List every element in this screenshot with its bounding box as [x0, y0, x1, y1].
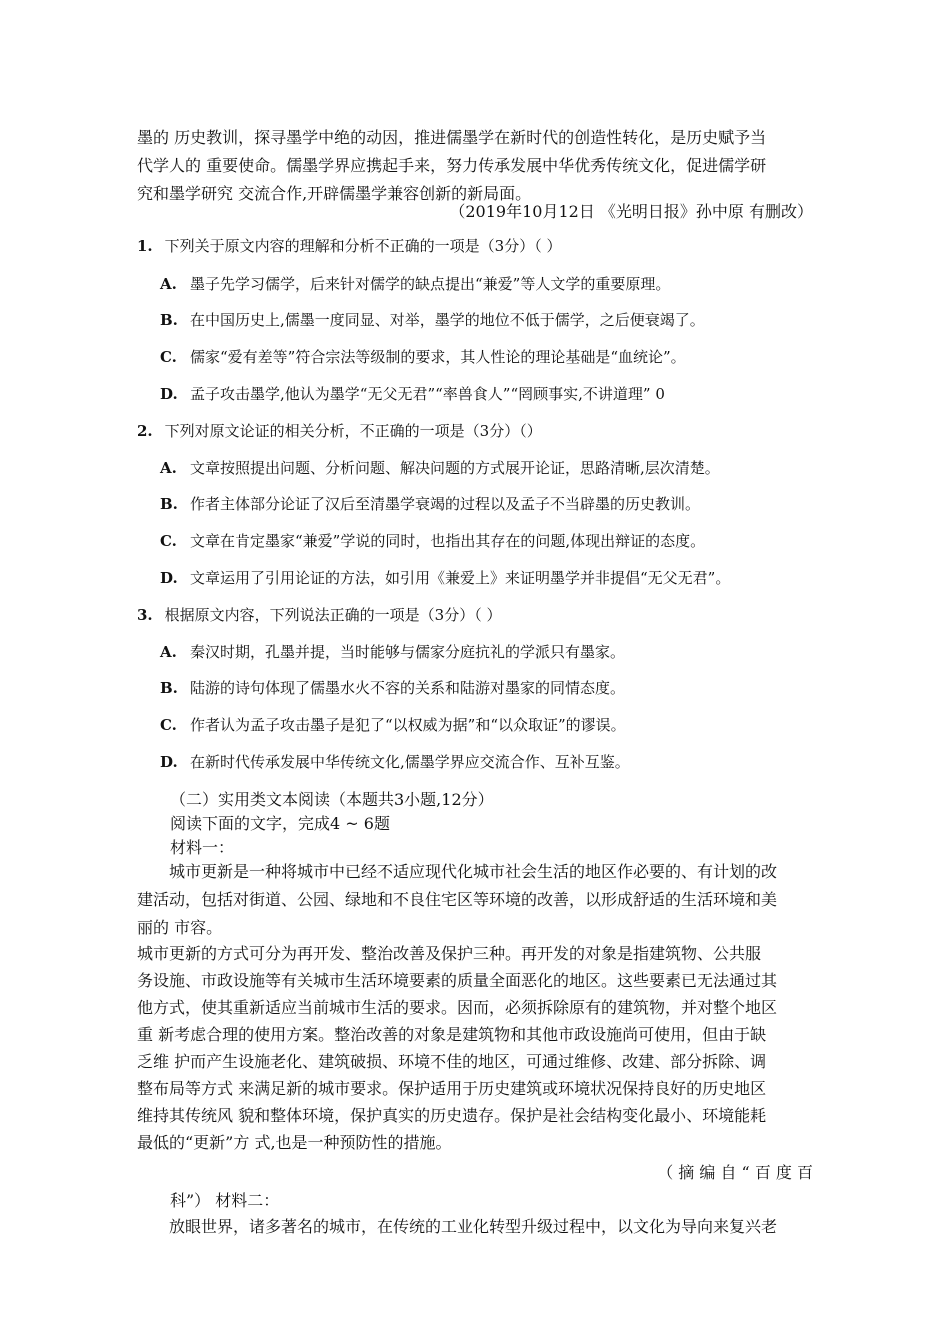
option-letter: D.	[160, 569, 178, 587]
material-1-source: （ 摘 编 自 “ 百 度 百	[657, 1163, 813, 1182]
option-text: 在新时代传承发展中华传统文化,儒墨学界应交流合作、互补互鉴。	[190, 753, 630, 771]
option-text: 儒家“爱有差等”符合宗法等级制的要求，其人性论的理论基础是“血统论”。	[190, 348, 686, 366]
question-1-option-d	[160, 382, 665, 406]
option-letter: D.	[160, 753, 178, 771]
option-text: 文章在肯定墨家“兼爱”学说的同时，也指出其存在的问题,体现出辩证的态度。	[190, 532, 706, 550]
question-3-option-c	[160, 713, 626, 737]
material-1-para-1-line-2: 建活动，包括对街道、公园、绿地和不良住宅区等环境的改善，以形成舒适的生活环境和美	[137, 890, 778, 909]
material-2-label: 科”） 材料二：	[170, 1191, 280, 1210]
question-number: 2.	[137, 422, 153, 440]
option-text: 文章运用了引用论证的方法，如引用《兼爱上》来证明墨学并非提倡“无父无君”。	[190, 569, 731, 587]
option-letter: D.	[160, 385, 178, 403]
option-text: 作者主体部分论证了汉后至清墨学衰竭的过程以及孟子不当辟墨的历史教训。	[190, 495, 701, 513]
material-1-para-2-line-1: 城市更新的方式可分为再开发、整治改善及保护三种。再开发的对象是指建筑物、公共服	[137, 944, 762, 963]
question-3-option-a	[160, 640, 625, 664]
material-1-para-2-line-5: 乏维 护而产生设施老化、建筑破损、环境不佳的地区，可通过维修、改建、部分拆除、调	[137, 1052, 767, 1071]
option-letter: A.	[160, 275, 177, 293]
option-letter: C.	[160, 532, 177, 550]
question-1-option-c	[160, 345, 686, 369]
option-text: 孟子攻击墨学,他认为墨学“无父无君”“率兽食人”“罔顾事实,不讲道理” 0	[190, 385, 665, 403]
material-1-para-1-line-3: 丽的 市容。	[137, 918, 223, 937]
material-1-para-2-line-6: 整布局等方式 来满足新的城市要求。保护适用于历史建筑或环境状况保持良好的历史地区	[137, 1079, 767, 1098]
question-3	[137, 603, 502, 627]
option-text: 作者认为孟子攻击墨子是犯了“以权威为据”和“以众取证”的谬误。	[190, 716, 626, 734]
question-1-option-a	[160, 272, 670, 296]
material-2-line-1: 放眼世界，诸多著名的城市，在传统的工业化转型升级过程中，以文化为导向来复兴老	[169, 1217, 778, 1236]
passage-end-line-2: 代学人的 重要使命。儒墨学界应携起手来，努力传承发展中华优秀传统文化，促进儒学研	[137, 156, 767, 175]
question-3-option-d	[160, 750, 630, 774]
material-1-para-2-line-3: 他方式，使其重新适应当前城市生活的要求。因而，必须拆除原有的建筑物，并对整个地区	[137, 998, 778, 1017]
material-1-para-2-line-2: 务设施、市政设施等有关城市生活环境要素的质量全面恶化的地区。这些要素已无法通过其	[137, 971, 778, 990]
passage-end-line-1: 墨的 历史教训，探寻墨学中绝的动因，推进儒墨学在新时代的创造性转化，是历史赋予当	[137, 128, 767, 147]
option-text: 墨子先学习儒学，后来针对儒学的缺点提出“兼爱”等人文学的重要原理。	[190, 275, 671, 293]
question-stem: 下列关于原文内容的理解和分析不正确的一项是（3分）（ ）	[164, 237, 562, 255]
question-2-option-a	[160, 456, 720, 480]
material-1-para-2-line-7: 维持其传统风 貌和整体环境，保护真实的历史遗存。保护是社会结构变化最小、环境能耗	[137, 1106, 767, 1125]
option-letter: B.	[160, 679, 178, 697]
question-2-option-b	[160, 492, 700, 516]
question-stem: 下列对原文论证的相关分析，不正确的一项是（3分）（）	[164, 422, 542, 440]
question-stem: 根据原文内容，下列说法正确的一项是（3分）（ ）	[164, 606, 502, 624]
material-1-para-1-line-1: 城市更新是一种将城市中已经不适应现代化城市社会生活的地区作必要的、有计划的改	[169, 862, 778, 881]
option-text: 秦汉时期，孔墨并提，当时能够与儒家分庭抗礼的学派只有墨家。	[190, 643, 626, 661]
option-letter: B.	[160, 311, 178, 329]
material-1-para-2-line-8: 最低的“更新”方 式,也是一种预防性的措施。	[137, 1133, 452, 1152]
option-text: 陆游的诗句体现了儒墨水火不容的关系和陆游对墨家的同情态度。	[190, 679, 626, 697]
material-1-label: 材料一：	[170, 838, 235, 857]
option-text: 文章按照提出问题、分析问题、解决问题的方式展开论证，思路清晰,层次清楚。	[190, 459, 720, 477]
question-1	[137, 234, 562, 258]
section-2-heading: （二）实用类文本阅读（本题共3小题,12分）	[170, 790, 494, 809]
option-letter: A.	[160, 459, 177, 477]
question-1-option-b	[160, 308, 705, 332]
passage-end-line-3: 究和墨学研究 交流合作,开辟儒墨学兼容创新的新局面。	[137, 184, 532, 203]
option-letter: A.	[160, 643, 177, 661]
option-letter: B.	[160, 495, 178, 513]
option-letter: C.	[160, 716, 177, 734]
question-2-option-d	[160, 566, 730, 590]
question-3-option-b	[160, 676, 625, 700]
option-text: 在中国历史上,儒墨一度同显、对举，墨学的地位不低于儒学，之后便衰竭了。	[190, 311, 705, 329]
question-2	[137, 419, 542, 443]
question-number: 3.	[137, 606, 153, 624]
option-letter: C.	[160, 348, 177, 366]
section-2-instruction: 阅读下面的文字，完成4 ~ 6题	[170, 814, 390, 833]
question-number: 1.	[137, 237, 153, 255]
passage-source: （2019年10月12日 《光明日报》孙中原 有删改）	[449, 202, 813, 221]
question-2-option-c	[160, 529, 705, 553]
material-1-para-2-line-4: 重 新考虑合理的使用方案。整治改善的对象是建筑物和其他市政设施尚可使用，但由于缺	[137, 1025, 767, 1044]
